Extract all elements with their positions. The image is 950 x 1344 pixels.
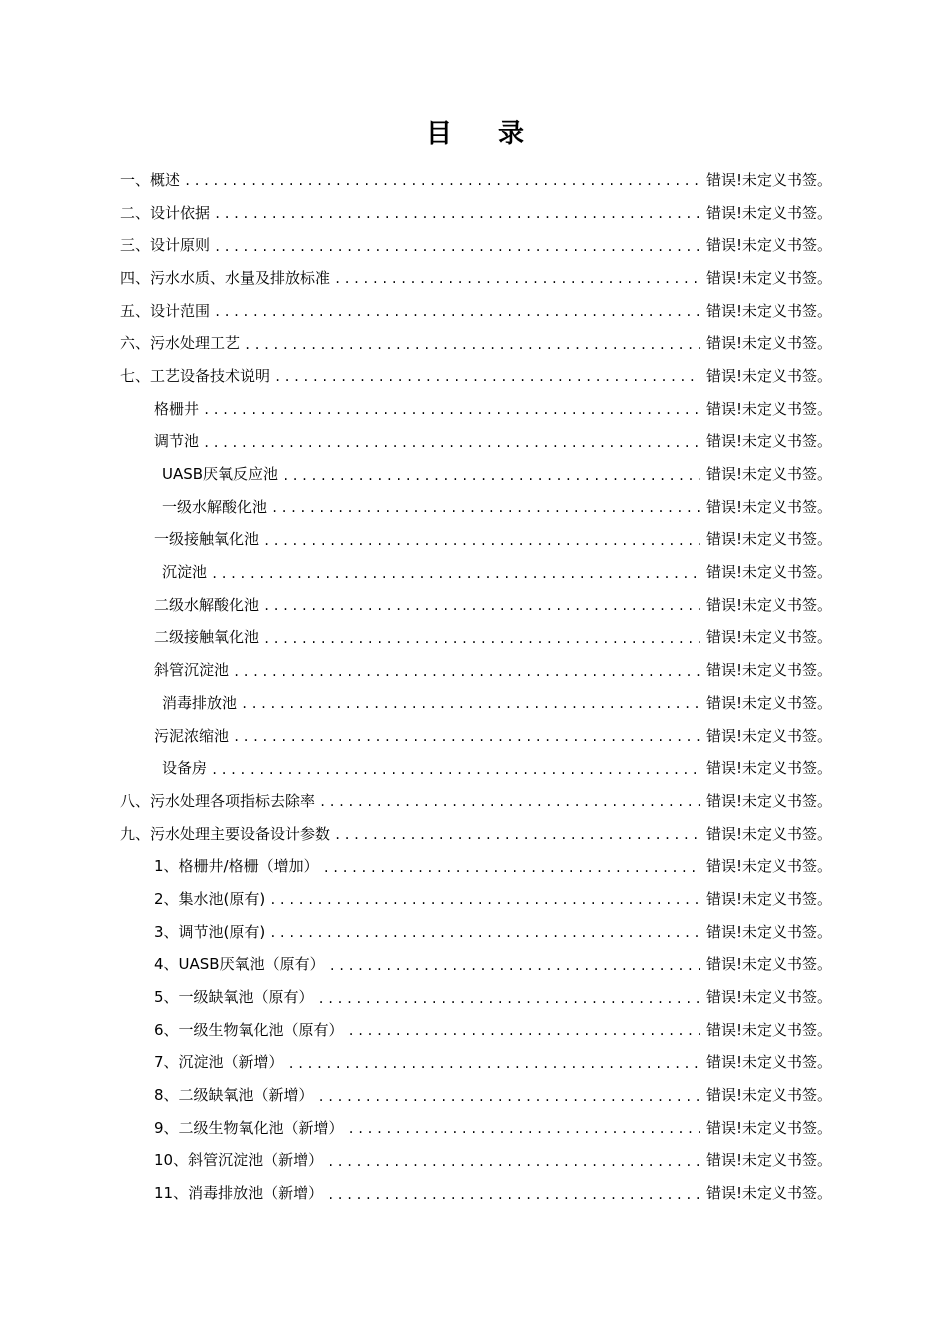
toc-entry-page-ref: 错误!未定义书签。	[705, 824, 832, 843]
toc-entry[interactable]	[120, 359, 832, 392]
toc-entry-page-ref: 错误!未定义书签。	[705, 399, 832, 418]
toc-entry-label: 三、设计原则	[120, 236, 211, 255]
toc-entry-page-ref: 错误!未定义书签。	[705, 170, 832, 189]
toc-entry-page-ref: 错误!未定义书签。	[705, 1184, 832, 1203]
toc-leader-dots	[203, 403, 700, 417]
toc-entry-label: 调节池	[154, 432, 200, 451]
toc-entry[interactable]	[120, 196, 832, 229]
toc-leader-dots	[263, 632, 700, 646]
toc-entry-label: 一级接触氧化池	[154, 530, 260, 549]
toc-entry-page-ref: 错误!未定义书签。	[705, 497, 832, 516]
toc-entry-page-ref: 错误!未定义书签。	[705, 1086, 832, 1105]
toc-entry[interactable]	[120, 915, 832, 948]
toc-entry-label: 2、集水池(原有)	[154, 889, 266, 908]
toc-leader-dots	[269, 926, 700, 940]
toc-entry-label: 二级接触氧化池	[154, 628, 260, 647]
toc-entry-label: 六、污水处理工艺	[120, 334, 241, 353]
toc-leader-dots	[214, 305, 700, 319]
toc-leader-dots	[244, 338, 700, 352]
toc-entry[interactable]	[120, 457, 832, 490]
toc-entry-page-ref: 错误!未定义书签。	[705, 922, 832, 941]
toc-entry-page-ref: 错误!未定义书签。	[705, 1053, 832, 1072]
toc-entry[interactable]	[120, 686, 832, 719]
toc-entry-page-ref: 错误!未定义书签。	[705, 1020, 832, 1039]
toc-entry-label: 消毒排放池	[162, 693, 238, 712]
toc-entry[interactable]	[120, 653, 832, 686]
toc-leader-dots	[203, 436, 700, 450]
toc-entry-page-ref: 错误!未定义书签。	[705, 628, 832, 647]
toc-list	[120, 163, 832, 1209]
toc-leader-dots	[263, 534, 700, 548]
toc-entry-label: 五、设计范围	[120, 301, 211, 320]
toc-leader-dots	[211, 567, 700, 581]
toc-entry-label: 二级水解酸化池	[154, 595, 260, 614]
toc-leader-dots	[327, 1188, 700, 1202]
toc-leader-dots	[318, 1090, 700, 1104]
toc-leader-dots	[233, 730, 700, 744]
toc-entry-label: 4、UASB厌氧池（原有）	[154, 955, 325, 974]
toc-entry[interactable]	[120, 1176, 832, 1209]
toc-leader-dots	[214, 207, 700, 221]
toc-entry-page-ref: 错误!未定义书签。	[705, 334, 832, 353]
toc-entry-label: 二、设计依据	[120, 203, 211, 222]
toc-leader-dots	[184, 174, 700, 188]
toc-entry-page-ref: 错误!未定义书签。	[705, 661, 832, 680]
toc-entry-label: 6、一级生物氧化池（原有）	[154, 1020, 344, 1039]
toc-entry-page-ref: 错误!未定义书签。	[705, 1151, 832, 1170]
toc-entry-label: 七、工艺设备技术说明	[120, 366, 271, 385]
toc-leader-dots	[269, 893, 700, 907]
toc-title: 目录	[425, 119, 570, 149]
toc-entry-page-ref: 错误!未定义书签。	[705, 791, 832, 810]
toc-entry[interactable]	[120, 719, 832, 752]
toc-entry-label: 一级水解酸化池	[162, 497, 268, 516]
toc-entry[interactable]	[120, 980, 832, 1013]
toc-leader-dots	[327, 1155, 700, 1169]
toc-leader-dots	[263, 599, 700, 613]
toc-entry-page-ref: 错误!未定义书签。	[705, 301, 832, 320]
toc-entry-label: 7、沉淀池（新增）	[154, 1053, 284, 1072]
toc-entry-label: 一、概述	[120, 170, 181, 189]
toc-entry-label: 5、一级缺氧池（原有）	[154, 988, 314, 1007]
toc-entry[interactable]	[120, 849, 832, 882]
toc-entry-label: UASB厌氧反应池	[162, 465, 279, 484]
toc-entry-label: 11、消毒排放池（新增）	[154, 1184, 324, 1203]
toc-entry-label: 3、调节池(原有)	[154, 922, 266, 941]
toc-entry-label: 设备房	[162, 759, 208, 778]
toc-leader-dots	[288, 1057, 700, 1071]
toc-leader-dots	[329, 959, 700, 973]
toc-entry-page-ref: 错误!未定义书签。	[705, 530, 832, 549]
toc-entry-label: 9、二级生物氧化池（新增）	[154, 1118, 344, 1137]
toc-entry-label: 斜管沉淀池	[154, 661, 230, 680]
toc-entry-page-ref: 错误!未定义书签。	[705, 563, 832, 582]
toc-entry-label: 八、污水处理各项指标去除率	[120, 791, 316, 810]
toc-entry-page-ref: 错误!未定义书签。	[705, 693, 832, 712]
toc-entry-label: 10、斜管沉淀池（新增）	[154, 1151, 324, 1170]
toc-leader-dots	[348, 1122, 700, 1136]
toc-leader-dots	[211, 763, 700, 777]
toc-entry-page-ref: 错误!未定义书签。	[705, 236, 832, 255]
toc-leader-dots	[319, 795, 700, 809]
toc-entry-page-ref: 错误!未定义书签。	[705, 366, 832, 385]
toc-entry-page-ref: 错误!未定义书签。	[705, 268, 832, 287]
toc-entry-page-ref: 错误!未定义书签。	[705, 955, 832, 974]
toc-entry-page-ref: 错误!未定义书签。	[705, 432, 832, 451]
toc-entry-page-ref: 错误!未定义书签。	[705, 889, 832, 908]
toc-entry-page-ref: 错误!未定义书签。	[705, 595, 832, 614]
toc-entry-page-ref: 错误!未定义书签。	[705, 988, 832, 1007]
toc-entry[interactable]	[120, 948, 832, 981]
toc-leader-dots	[274, 370, 700, 384]
toc-leader-dots	[334, 272, 700, 286]
toc-entry[interactable]	[120, 261, 832, 294]
toc-entry[interactable]	[120, 228, 832, 261]
toc-leader-dots	[282, 469, 700, 483]
toc-entry-page-ref: 错误!未定义书签。	[705, 1118, 832, 1137]
toc-entry-label: 污泥浓缩池	[154, 726, 230, 745]
toc-leader-dots	[241, 697, 700, 711]
toc-leader-dots	[348, 1024, 700, 1038]
toc-leader-dots	[334, 828, 700, 842]
toc-entry[interactable]	[120, 621, 832, 654]
toc-entry[interactable]	[120, 751, 832, 784]
toc-entry-label: 九、污水处理主要设备设计参数	[120, 824, 331, 843]
toc-entry[interactable]	[120, 1078, 832, 1111]
toc-entry-page-ref: 错误!未定义书签。	[705, 857, 832, 876]
toc-entry-label: 沉淀池	[162, 563, 208, 582]
toc-entry[interactable]	[120, 490, 832, 523]
toc-entry[interactable]	[120, 784, 832, 817]
toc-entry[interactable]	[120, 294, 832, 327]
toc-entry[interactable]	[120, 1144, 832, 1177]
toc-entry-label: 格栅井	[154, 399, 200, 418]
toc-entry[interactable]	[120, 326, 832, 359]
toc-entry-label: 8、二级缺氧池（新增）	[154, 1086, 314, 1105]
toc-entry-label: 1、格栅井/格栅（增加）	[154, 857, 319, 876]
toc-entry[interactable]	[120, 163, 832, 196]
toc-entry[interactable]	[120, 1013, 832, 1046]
toc-leader-dots	[271, 501, 700, 515]
toc-entry[interactable]	[120, 1046, 832, 1079]
toc-entry[interactable]	[120, 392, 832, 425]
toc-entry[interactable]	[120, 882, 832, 915]
toc-entry-page-ref: 错误!未定义书签。	[705, 203, 832, 222]
toc-entry[interactable]	[120, 817, 832, 850]
toc-entry-page-ref: 错误!未定义书签。	[705, 726, 832, 745]
toc-leader-dots	[318, 992, 700, 1006]
toc-entry[interactable]	[120, 425, 832, 458]
toc-entry[interactable]	[120, 523, 832, 556]
toc-entry-label: 四、污水水质、水量及排放标准	[120, 268, 331, 287]
toc-entry-page-ref: 错误!未定义书签。	[705, 465, 832, 484]
toc-entry[interactable]	[120, 1111, 832, 1144]
toc-leader-dots	[233, 665, 700, 679]
toc-entry-page-ref: 错误!未定义书签。	[705, 759, 832, 778]
toc-entry[interactable]	[120, 555, 832, 588]
toc-leader-dots	[323, 861, 700, 875]
toc-leader-dots	[214, 240, 700, 254]
toc-entry[interactable]	[120, 588, 832, 621]
